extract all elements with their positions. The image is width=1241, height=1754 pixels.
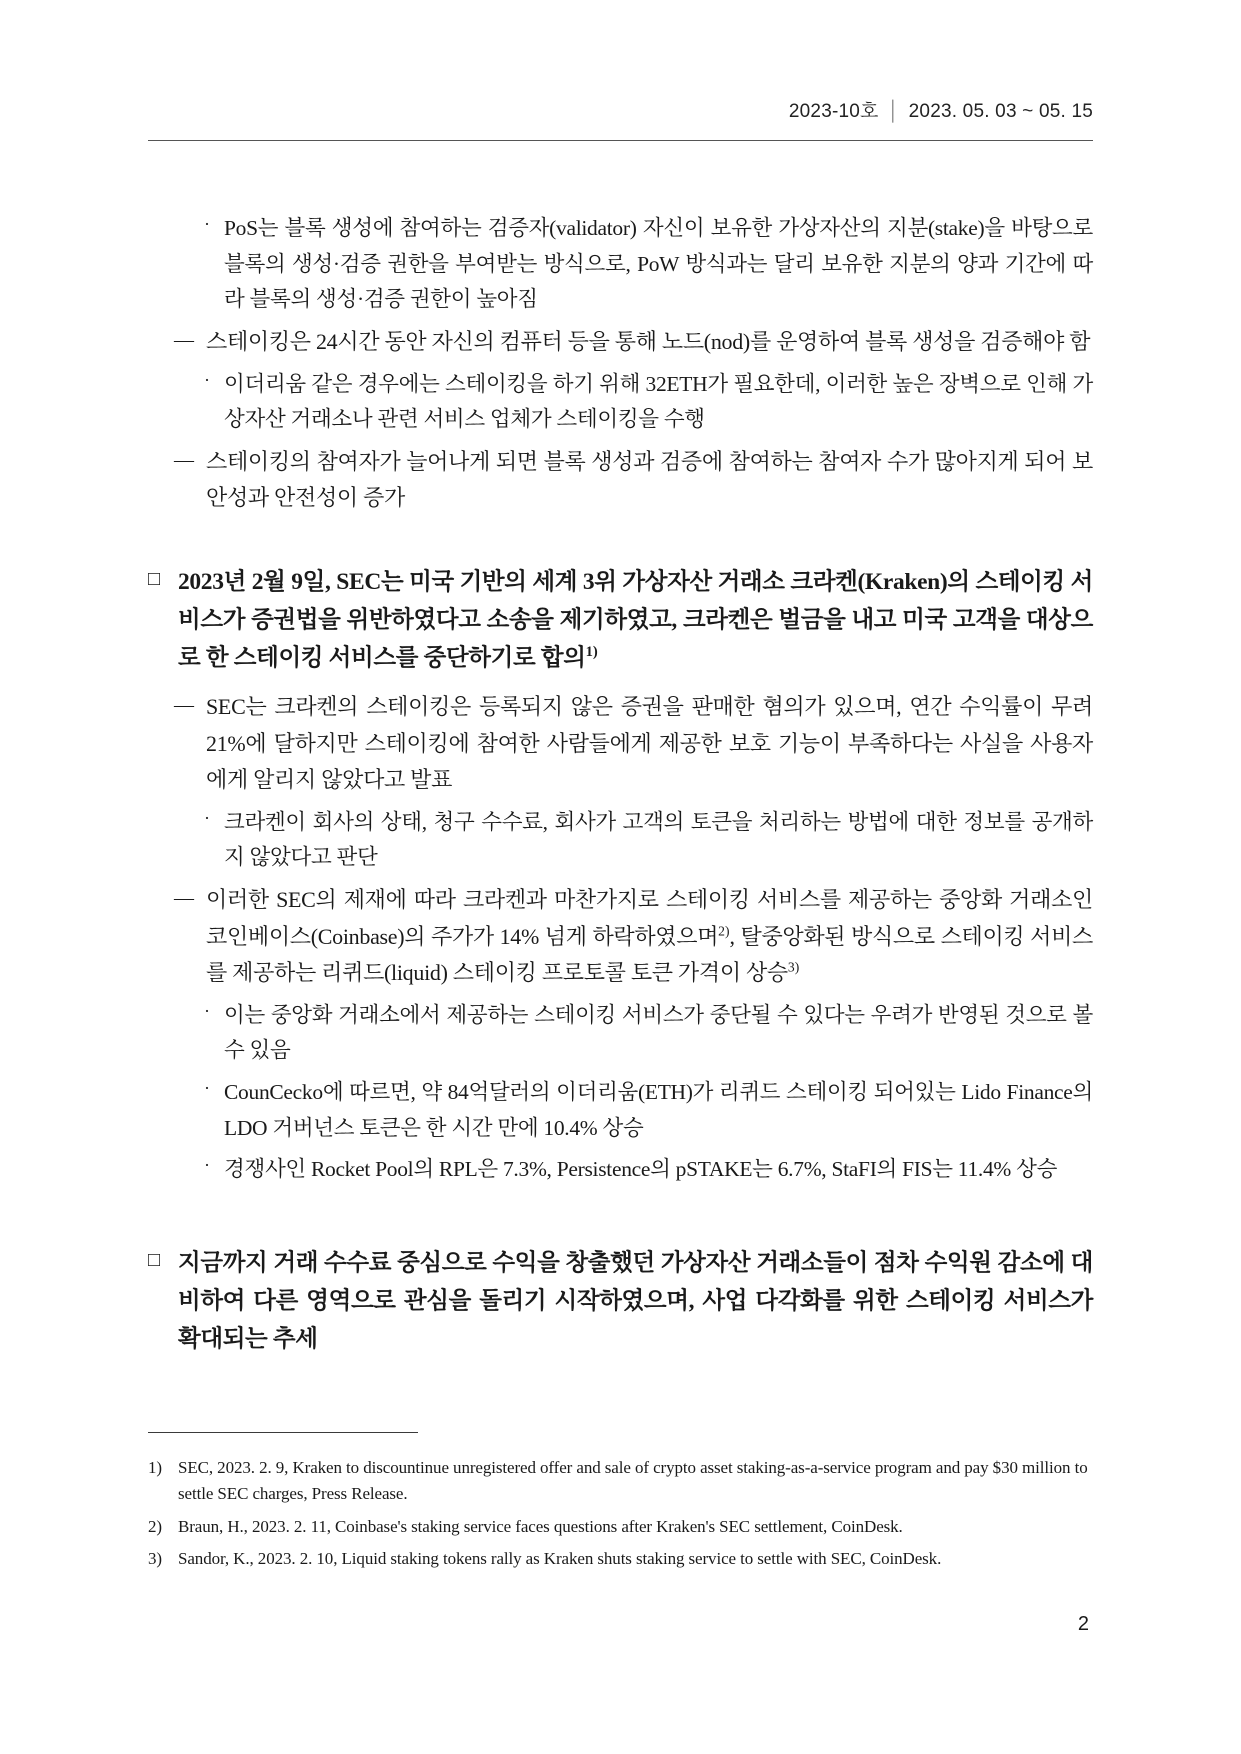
bullet-text: PoS는 블록 생성에 참여하는 검증자(validator) 자신이 보유한 가상자산의 지분(stake)을 바탕으로 블록의 생성·검증 권한을 부여받는 방식으로, PoW 방식과는 달리 보유한 지분의 양과 기간에 따라 블록의 생성·검증 권한이 높아짐 (224, 216, 1093, 312)
dash-item (148, 689, 1093, 799)
dash-marker-icon: — (174, 887, 194, 910)
section-heading-text (178, 563, 1093, 677)
footnote-text: Sandor, K., 2023. 2. 10, Liquid staking tokens rally as Kraken shuts staking service to settle with SEC, CoinDesk. (178, 1549, 942, 1569)
footnote-text: SEC, 2023. 2. 9, Kraken to discountinue unregistered offer and sale of crypto asset staking-as-a-service program and pay $30 million to settle SEC charges, Press Release. (178, 1458, 1088, 1503)
footnote-ref-1[interactable]: 1) (585, 644, 598, 661)
page-number: 2 (1077, 1613, 1089, 1635)
footnote-number: 2) (148, 1516, 162, 1536)
dot-marker-icon: · (204, 369, 210, 390)
square-marker-icon: □ (148, 1249, 160, 1272)
footnote-divider (148, 1432, 418, 1433)
footnote-ref-2[interactable]: 2) (718, 923, 730, 939)
section-heading-text: 지금까지 거래 수수료 중심으로 수익을 창출했던 가상자산 거래소들이 점차 수익원 감소에 대비하여 다른 영역으로 관심을 돌리기 시작하였으며, 사업 다각화를 위한 스테이킹 서비스가 확대되는 추세 (178, 1250, 1093, 1353)
bullet-item (148, 805, 1093, 876)
footnote-ref-3[interactable]: 3) (787, 959, 800, 975)
footnotes-section (148, 1432, 1093, 1579)
dash-text: 스테이킹의 참여자가 늘어나게 되면 블록 생성과 검증에 참여하는 참여자 수가 많아지게 되어 보안성과 안전성이 증가 (206, 448, 1093, 511)
footnote-number: 3) (148, 1549, 162, 1569)
section-heading (148, 563, 1093, 677)
bullet-text: 경쟁사인 Rocket Pool의 RPL은 7.3%, Persistence의 pSTAKE는 6.7%, StaFI의 FIS는 11.4% 상승 (224, 1157, 1058, 1182)
header-meta (148, 96, 1093, 123)
dot-marker-icon: · (204, 807, 210, 828)
dash-item (148, 324, 1093, 361)
dash-text: SEC는 크라켄의 스테이킹은 등록되지 않은 증권을 판매한 혐의가 있으며, 연간 수익률이 무려 21%에 달하지만 스테이킹에 참여한 사람들에게 제공한 보호 기능이 부족하다는 사실을 사용자에게 알리지 않았다고 발표 (206, 694, 1093, 793)
dot-marker-icon: · (204, 1078, 210, 1099)
dash-marker-icon: — (174, 329, 194, 352)
dot-marker-icon: · (204, 1000, 210, 1021)
dash-marker-icon: — (174, 448, 194, 471)
dash-text-part1: 이러한 SEC의 제재에 따라 크라켄과 마찬가지로 스테이킹 서비스를 제공하는 중앙화 거래소인 코인베이스(Coinbase)의 주가가 14% 넘게 하락하였으며 (206, 887, 1093, 949)
footnote-number: 1) (148, 1458, 162, 1477)
dash-text: 스테이킹은 24시간 동안 자신의 컴퓨터 등을 통해 노드(nod)를 운영하여 블록 생성을 검증해야 함 (206, 329, 1091, 355)
dash-item (148, 444, 1093, 517)
header-issue: 2023-10호 (788, 101, 879, 122)
header-divider (148, 140, 1093, 141)
dash-text (206, 882, 1093, 992)
header-separator: │ (887, 101, 900, 122)
document-body (148, 205, 1093, 1358)
bullet-item (148, 1075, 1093, 1146)
bullet-text: 이더리움 같은 경우에는 스테이킹을 하기 위해 32ETH가 필요한데, 이러한 높은 장벽으로 인해 가상자산 거래소나 관련 서비스 업체가 스테이킹을 수행 (224, 371, 1093, 432)
dot-marker-icon: · (204, 1155, 210, 1176)
square-marker-icon: □ (148, 567, 160, 590)
bullet-item (148, 211, 1093, 318)
footnote-text: Braun, H., 2023. 2. 11, Coinbase's staking service faces questions after Kraken's SEC settlement, CoinDesk. (178, 1516, 903, 1536)
bullet-item (148, 367, 1093, 438)
bullet-text: 이는 중앙화 거래소에서 제공하는 스테이킹 서비스가 중단될 수 있다는 우려가 반영된 것으로 볼 수 있음 (224, 1002, 1093, 1063)
header-date-range: 2023. 05. 03 ~ 05. 15 (908, 101, 1093, 122)
bullet-text: CounCecko에 따르면, 약 84억달러의 이더리움(ETH)가 리퀴드 스테이킹 되어있는 Lido Finance의 LDO 거버넌스 토큰은 한 시간 만에 10.4% 상승 (224, 1080, 1093, 1140)
section-heading (148, 1244, 1093, 1358)
heading-body-text: 2023년 2월 9일, SEC는 미국 기반의 세계 3위 가상자산 거래소 크라켄(Kraken)의 스테이킹 서비스가 증권법을 위반하였다고 소송을 제기하였고, 크라켄은 벌금을 내고 미국 고객을 대상으로 한 스테이킹 서비스를 중단하기로 합의 (178, 568, 1093, 672)
dash-text-part2: , 탈중앙화된 방식으로 스테이킹 서비스를 제공하는 리퀴드(liquid) 스테이킹 프로토콜 토큰 가격이 상승 (206, 923, 1093, 986)
footnote-entry (148, 1546, 1093, 1572)
footnote-entry (148, 1514, 1093, 1540)
dash-item (148, 882, 1093, 992)
footnote-entry (148, 1455, 1093, 1507)
bullet-text: 크라켄이 회사의 상태, 청구 수수료, 회사가 고객의 토큰을 처리하는 방법에 대한 정보를 공개하지 않았다고 판단 (224, 809, 1093, 870)
bullet-item (148, 1152, 1093, 1188)
page-header (148, 96, 1093, 142)
dot-marker-icon: · (204, 214, 210, 234)
dash-marker-icon: — (174, 694, 194, 717)
bullet-item (148, 998, 1093, 1069)
